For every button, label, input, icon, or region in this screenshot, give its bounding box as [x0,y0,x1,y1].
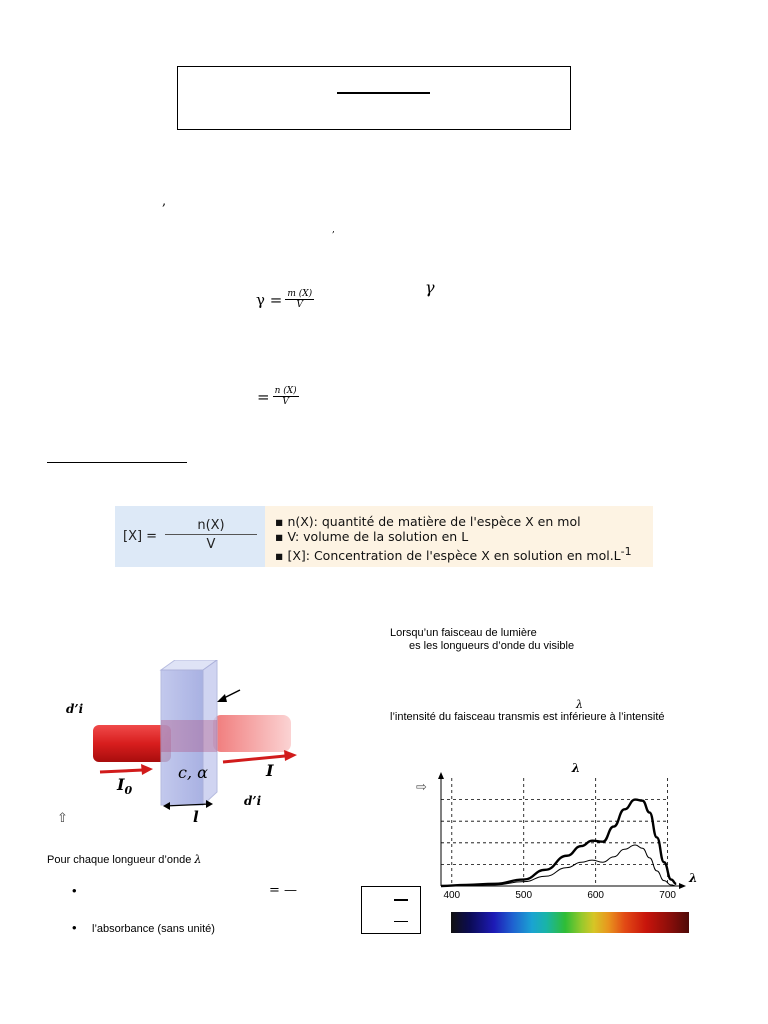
paragraph-line: Lorsqu’un faisceau de lumière [390,627,537,639]
visible-spectrum-bar [451,912,689,933]
fraction-numerator: m (X) [287,289,313,299]
fraction [273,386,299,407]
paragraph-line: es les longueurs d’onde du visible [409,640,575,652]
side-arrow-icon: ⇨ [416,780,427,795]
label-transmitted-intensity: I [266,761,274,780]
chart-grid [441,778,668,886]
legend-item-text: ▪ [X]: Concentration de l'espèce X en solution en mol.L [275,548,621,564]
x-tick-label: 500 [515,890,533,900]
unit-exponent: -1 [620,545,632,558]
pour-chaque-text [47,853,201,866]
fraction-denominator: V [282,397,289,407]
stray-comma: , [332,225,335,235]
x-tick-label: 400 [443,890,461,900]
formula-lhs: γ = [256,290,283,309]
series-line-thin [441,845,676,886]
beam-in-cuvette [161,720,217,752]
stray-comma: , [162,194,167,209]
absorption-chart [410,758,710,900]
label-di: d’i [66,702,84,716]
definition-lhs: [X] = [123,529,158,544]
legend-item: ▪ V: volume de la solution en L [275,529,469,544]
fraction-bar [165,534,257,535]
incident-arrowhead [141,764,153,775]
path-length-arrow-right [206,800,213,808]
x-tick-labels [443,890,676,900]
transmitted-arrow [223,756,285,762]
x-tick-label: 700 [659,890,676,900]
legend-item [275,544,632,563]
x-axis-arrowhead [679,883,686,889]
lambda-symbol: λ [194,853,202,866]
label-path-length: l [193,808,199,826]
fraction-numerator: n (X) [274,386,297,396]
definition-numerator: n(X) [197,518,225,533]
gamma-symbol: γ [425,278,435,297]
legend-thick-line [394,899,408,901]
label-di: d’i [244,794,262,808]
fraction [285,289,314,310]
x-axis-label: λ [689,871,698,885]
x-tick-label: 600 [587,890,605,900]
label-I0-main: I [117,775,125,794]
definition-denominator: V [206,537,216,552]
label-I0-sub: 0 [124,784,133,798]
definition-legend-list [275,514,632,563]
up-arrow-icon: ⇧ [57,810,68,825]
definition-formula-panel [115,506,265,567]
y-axis-arrowhead [438,772,444,779]
legend-thin-line [394,921,408,922]
label-incident-intensity [117,775,132,797]
label-concentration: c, α [178,763,208,782]
title-box [177,66,571,130]
transmitted-arrowhead [284,750,297,761]
section-heading-underline [47,462,187,463]
molar-concentration-formula [257,386,299,407]
equation-fragment: = — [269,883,298,898]
lambda-symbol: λ [576,698,583,711]
cuvette-diagram [55,660,315,840]
bullet: • [72,920,77,935]
incident-arrow [100,770,143,772]
title-underline [337,92,430,94]
fraction-denominator: V [296,300,303,310]
bullet: • [72,883,77,898]
incident-beam [93,725,171,762]
paragraph-line: l’intensité du faisceau transmis est inférieure à l’intensité [390,711,665,723]
legend-item: ▪ n(X): quantité de matière de l'espèce X en mol [275,514,581,529]
pour-chaque-label: Pour chaque longueur d’onde [47,854,192,866]
chart-title: λ [571,761,581,775]
definition-legend-panel [265,506,653,567]
absorbance-text: l’absorbance (sans unité) [92,923,215,935]
definition-fraction [165,518,257,552]
transmitted-beam [213,715,291,752]
pointer-arrowhead [217,694,227,702]
mass-concentration-formula [256,289,314,310]
formula-lhs: = [257,387,270,406]
